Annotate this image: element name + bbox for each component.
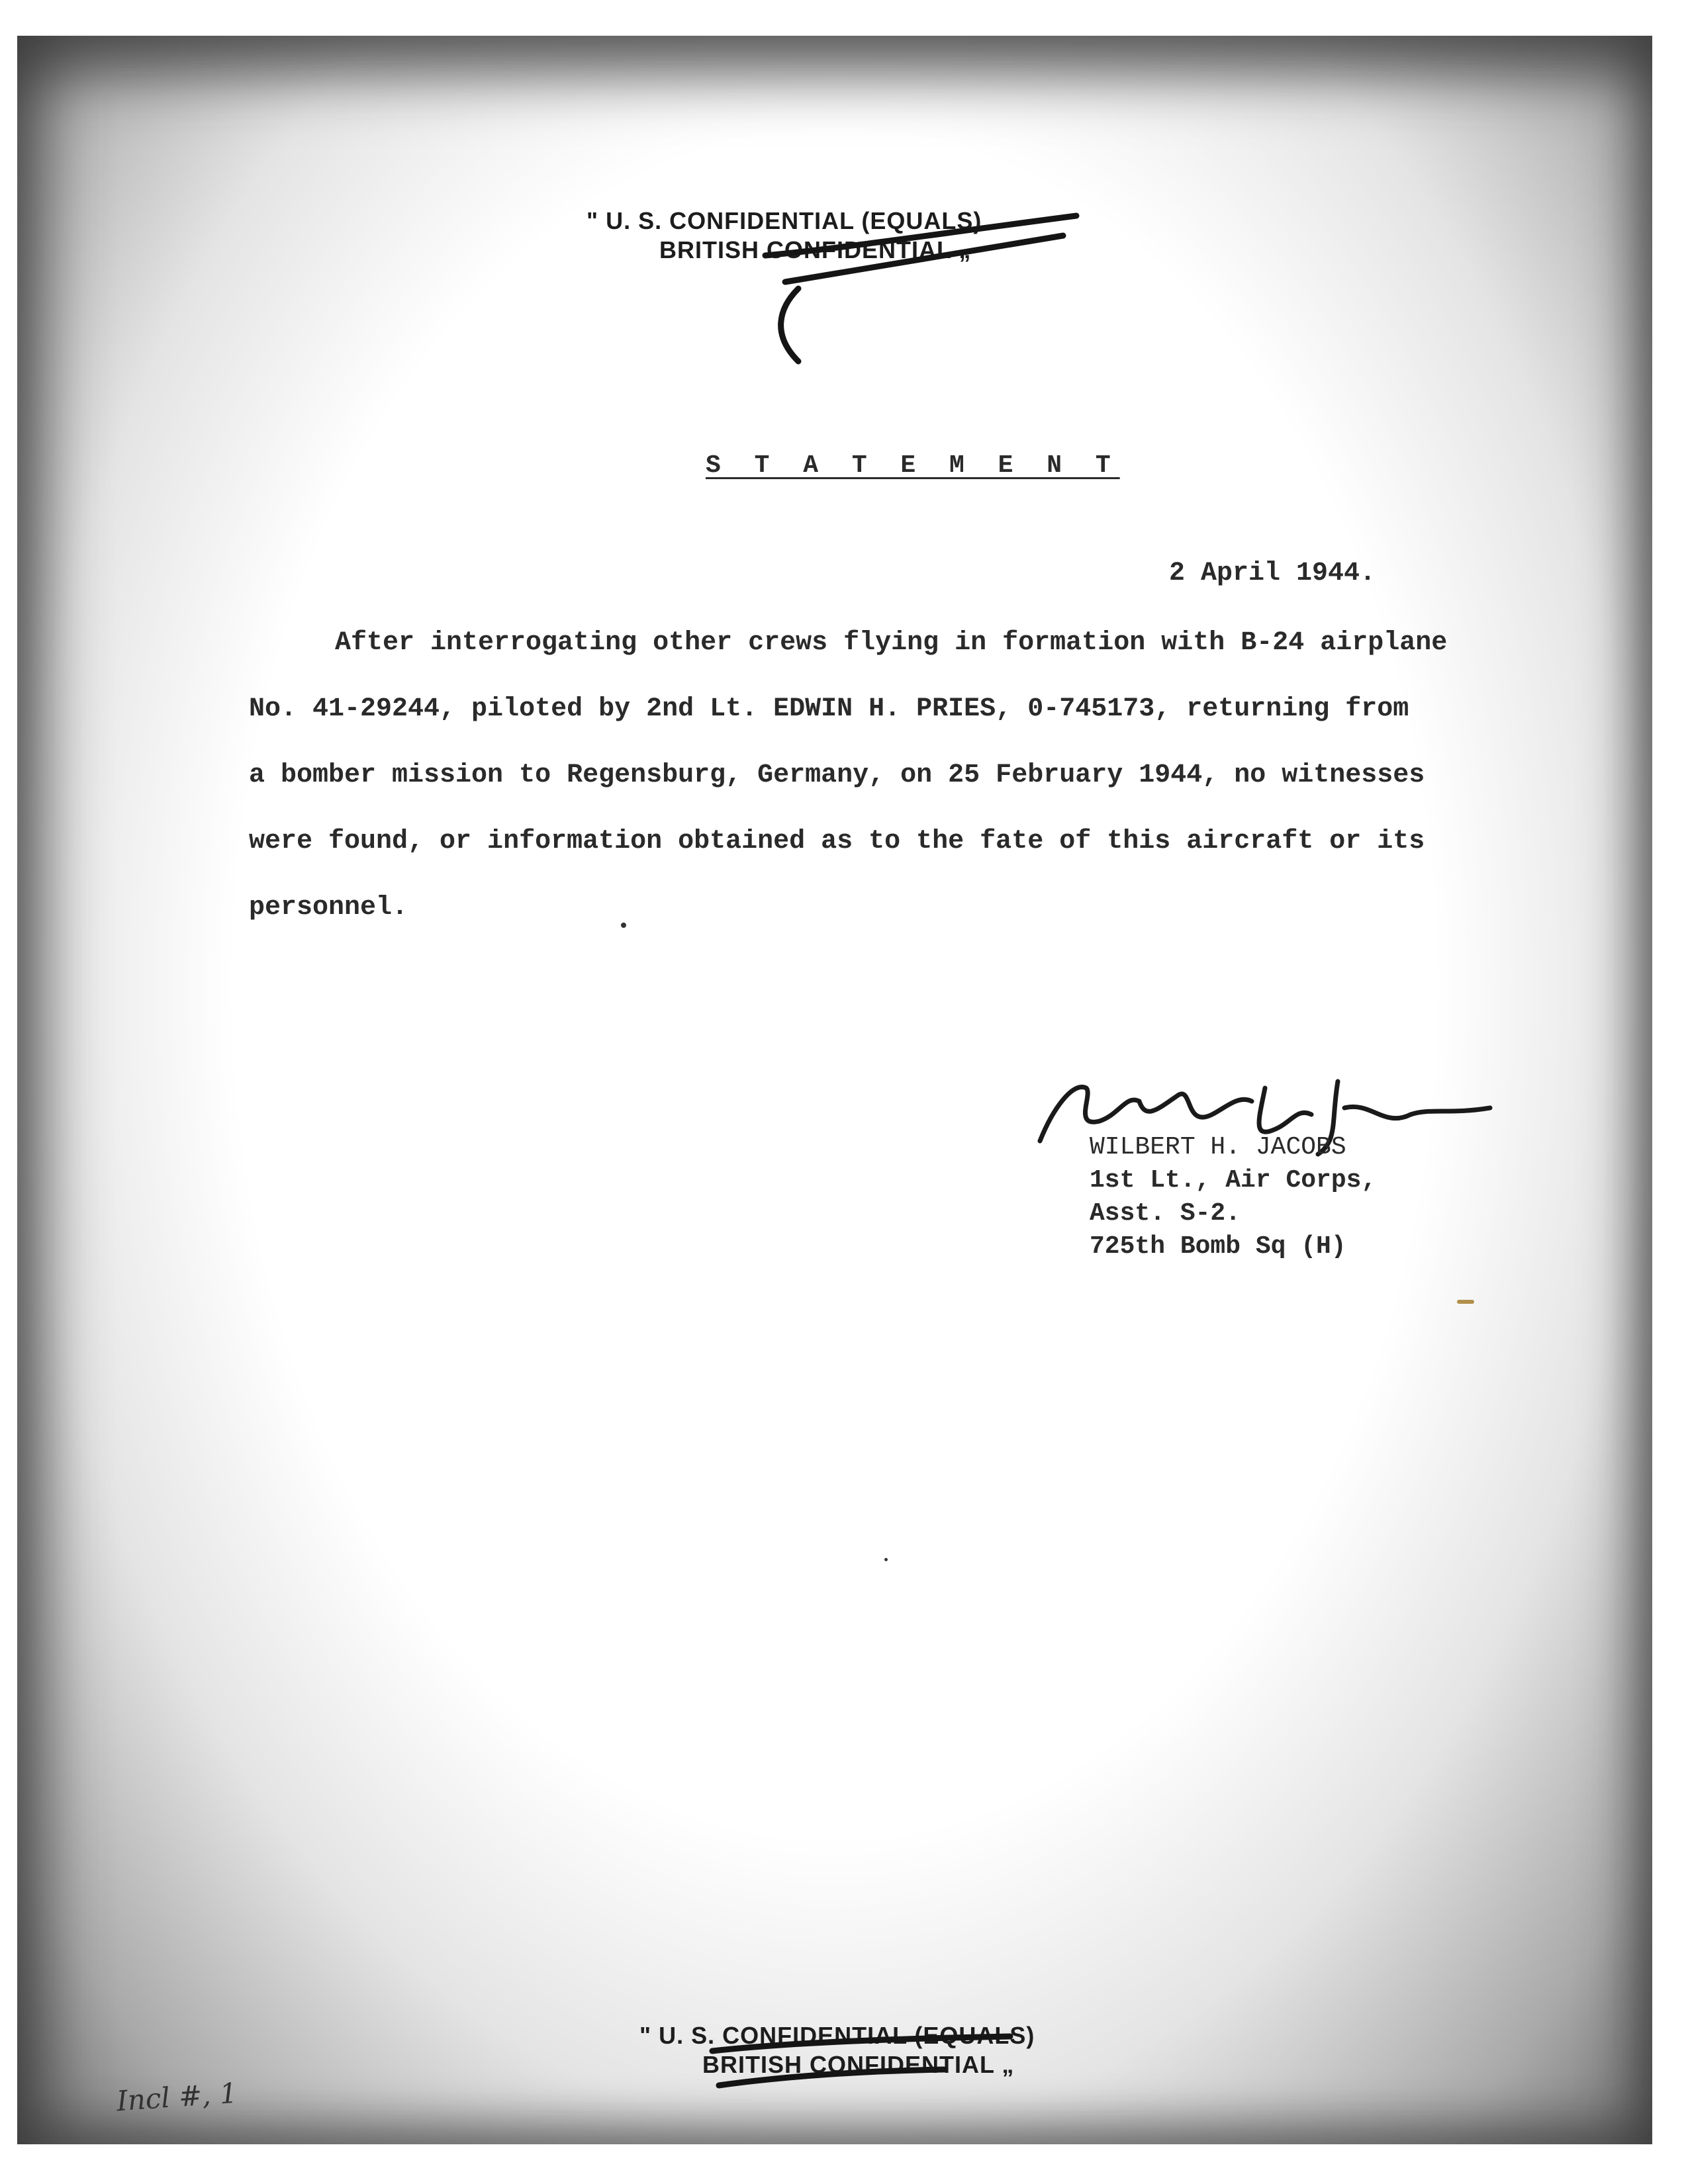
classification-stamp-bottom bbox=[639, 2021, 1169, 2079]
body-line: After interrogating other crews flying in formation with B-24 airplane bbox=[335, 628, 1448, 658]
body-line: were found, or information obtained as to the fate of this aircraft or its bbox=[249, 827, 1425, 856]
signer-name: WILBERT H. JACOBS bbox=[1090, 1133, 1346, 1161]
body-line: personnel. bbox=[249, 893, 408, 923]
signer-unit: 725th Bomb Sq (H) bbox=[1090, 1232, 1346, 1261]
signer-rank: 1st Lt., Air Corps, bbox=[1090, 1166, 1377, 1195]
signature-block bbox=[1090, 1131, 1376, 1263]
stamp-line-1: " U. S. CONFIDENTIAL (EQUALS) bbox=[639, 2022, 1035, 2049]
stain-mark bbox=[1457, 1300, 1474, 1304]
body-line: a bomber mission to Regensburg, Germany, on 25 February 1944, no witnesses bbox=[249, 760, 1425, 790]
speck bbox=[621, 923, 626, 928]
speck bbox=[884, 1558, 888, 1561]
document-date: 2 April 1944. bbox=[1169, 559, 1376, 588]
signer-title: Asst. S-2. bbox=[1090, 1199, 1241, 1228]
classification-stamp-top bbox=[586, 206, 1116, 265]
statement-body bbox=[249, 610, 1526, 941]
handwritten-margin-note: Incl #, 1 bbox=[115, 2076, 239, 2118]
document-page bbox=[17, 36, 1652, 2144]
stamp-line-2: BRITISH CONFIDENTIAL „ bbox=[702, 2051, 1015, 2078]
statement-heading: S T A T E M E N T bbox=[706, 451, 1120, 480]
stamp-line-2: BRITISH CONFIDENTIAL „ bbox=[659, 236, 972, 263]
stamp-line-1: " U. S. CONFIDENTIAL (EQUALS) bbox=[586, 207, 982, 234]
body-line: No. 41-29244, piloted by 2nd Lt. EDWIN H. PRIES, 0-745173, returning from bbox=[249, 694, 1409, 724]
